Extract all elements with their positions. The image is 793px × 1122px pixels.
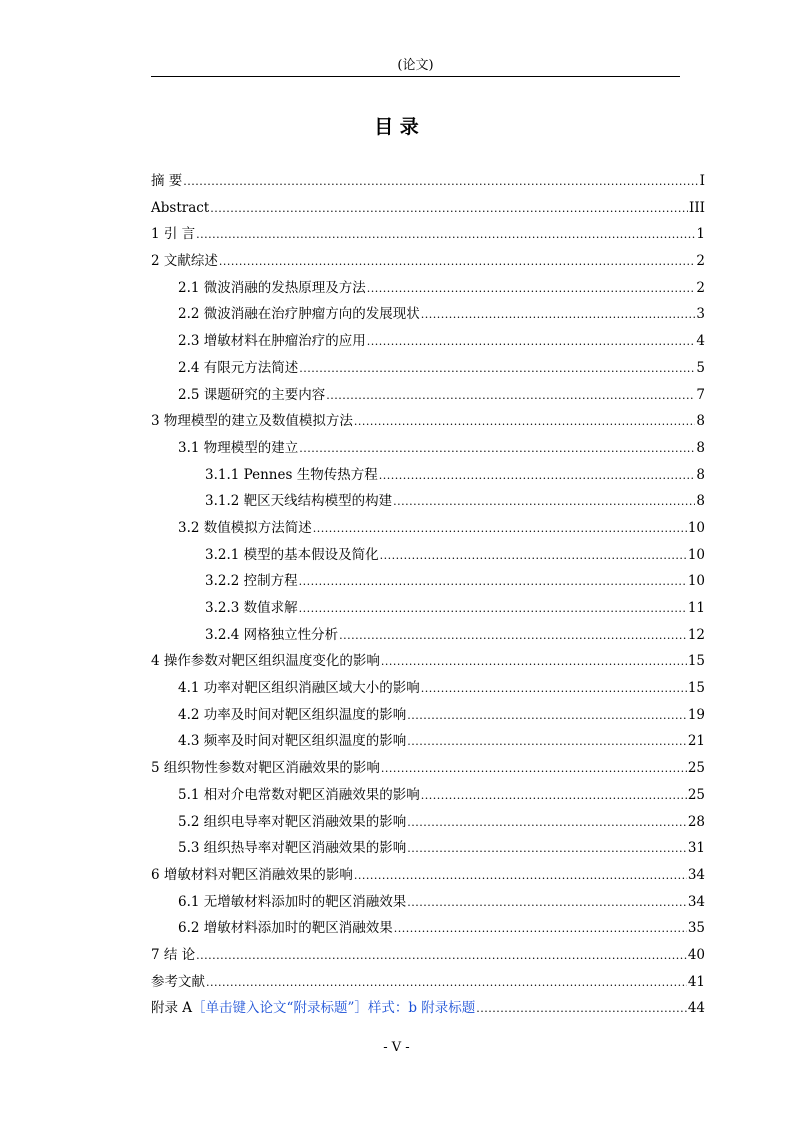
toc-leader-dots: [381, 648, 687, 675]
toc-entry-label: 7 结 论: [151, 946, 196, 963]
toc-entry[interactable]: [151, 168, 705, 195]
toc-entry-page: 2: [696, 279, 705, 296]
toc-entry-page: 34: [687, 893, 705, 910]
toc-entry-label: 6.1 无增敏材料添加时的靶区消融效果: [178, 893, 407, 910]
toc-entry-page: 10: [687, 573, 705, 590]
toc-entry[interactable]: [151, 702, 705, 729]
toc-entry[interactable]: [151, 195, 705, 222]
toc-leader-dots: [354, 408, 696, 435]
toc-entry-label: 3.2.1 模型的基本假设及简化: [205, 546, 379, 563]
toc-leader-dots: [339, 622, 687, 649]
toc-entry-page: 25: [687, 786, 705, 803]
toc-entry-label: 3.2.3 数值求解: [205, 600, 298, 616]
toc-entry-page: 8: [696, 466, 705, 483]
toc-entry[interactable]: [151, 488, 705, 515]
toc-entry-page: 4: [696, 333, 705, 350]
toc-entry-label: 4.3 频率及时间对靶区组织温度的影响: [178, 733, 407, 750]
toc-entry-label: Abstract: [151, 199, 210, 216]
toc-entry-page: 19: [687, 706, 705, 723]
toc-entry[interactable]: [151, 542, 705, 569]
toc-entry-page: 25: [687, 760, 705, 777]
toc-entry-label: 1 引 言: [151, 226, 196, 243]
toc-entry[interactable]: [151, 782, 705, 809]
appendix-title-field[interactable]: ［单击键入论文“附录标题”］样式：b 附录标题: [192, 1000, 476, 1017]
toc-leader-dots: [206, 969, 687, 996]
toc-entry-label: [151, 995, 475, 1021]
toc-entry-page: III: [689, 199, 705, 216]
toc-entry-page: 3: [696, 306, 705, 323]
toc-leader-dots: [196, 942, 687, 969]
toc-leader-dots: [407, 702, 687, 729]
toc-entry-label: 4.2 功率及时间对靶区组织温度的影响: [178, 706, 407, 723]
toc-entry-page: 12: [687, 626, 705, 643]
toc-entry-page: 15: [687, 680, 705, 697]
toc-leader-dots: [326, 382, 695, 409]
toc-leader-dots: [407, 728, 687, 755]
toc-entry[interactable]: [151, 248, 705, 275]
page-header: (论文): [397, 58, 434, 73]
toc-entry-label: 2.5 课题研究的主要内容: [178, 386, 326, 403]
toc-entry-label: 2.1 微波消融的发热原理及方法: [178, 279, 366, 296]
toc-entry-label: 3.2 数值模拟方法简述: [178, 519, 312, 536]
toc-entry[interactable]: [151, 942, 705, 969]
header-rule: [151, 76, 680, 77]
toc-leader-dots: [380, 542, 687, 569]
toc-entry[interactable]: [151, 221, 705, 248]
toc-entry-page: 8: [696, 439, 705, 456]
toc-entry[interactable]: [151, 648, 705, 675]
toc-entry-label: 5.2 组织电导率对靶区消融效果的影响: [178, 813, 407, 830]
toc-entry-label: 2.4 有限元方法简述: [178, 359, 299, 376]
toc-entry[interactable]: [151, 675, 705, 702]
toc-leader-dots: [421, 675, 687, 702]
toc-entry-label: 2 文献综述: [151, 253, 218, 270]
toc-entry-page: 34: [687, 866, 705, 883]
toc-entry-page: 11: [687, 600, 705, 616]
toc-entry-page: 44: [687, 1000, 705, 1017]
toc-entry-page: 21: [687, 733, 705, 750]
toc-leader-dots: [407, 835, 687, 862]
toc-entry-page: 41: [687, 973, 705, 990]
toc-entry-label: 3.2.2 控制方程: [205, 573, 298, 590]
toc-leader-dots: [183, 168, 698, 195]
toc-leader-dots: [299, 355, 695, 382]
toc-entry[interactable]: [151, 915, 705, 942]
table-of-contents: [151, 168, 705, 1022]
toc-entry[interactable]: [151, 835, 705, 862]
toc-entry-label: 6 增敏材料对靶区消融效果的影响: [151, 866, 353, 883]
toc-leader-dots: [210, 195, 688, 222]
toc-entry[interactable]: [151, 435, 705, 462]
toc-entry[interactable]: [151, 382, 705, 409]
toc-leader-dots: [379, 462, 696, 489]
toc-entry-label: 3.1.1 Pennes 生物传热方程: [205, 466, 378, 483]
toc-entry-page: 2: [696, 253, 705, 270]
toc-entry-appendix[interactable]: [151, 995, 705, 1022]
toc-entry-page: 10: [687, 519, 705, 536]
toc-entry[interactable]: [151, 595, 705, 622]
toc-leader-dots: [354, 862, 687, 889]
toc-leader-dots: [299, 435, 695, 462]
toc-entry[interactable]: [151, 328, 705, 355]
toc-entry-page: 5: [696, 359, 705, 376]
toc-entry-page: I: [699, 173, 705, 189]
toc-entry-label: 3.2.4 网格独立性分析: [205, 626, 339, 643]
toc-leader-dots: [421, 301, 696, 328]
toc-entry-page: 35: [687, 920, 705, 937]
toc-entry-label: 3.1.2 靶区天线结构模型的构建: [205, 493, 393, 510]
toc-leader-dots: [196, 221, 695, 248]
toc-entry-label: 2.3 增敏材料在肿瘤治疗的应用: [178, 333, 366, 350]
appendix-prefix: 附录 A: [151, 1000, 193, 1017]
toc-entry-page: 8: [696, 493, 705, 510]
toc-entry[interactable]: [151, 862, 705, 889]
toc-entry-label: 4 操作参数对靶区组织温度变化的影响: [151, 653, 380, 670]
toc-entry-page: 1: [696, 226, 705, 243]
toc-entry-page: 15: [687, 653, 705, 670]
toc-entry-page: 40: [687, 946, 705, 963]
toc-entry[interactable]: [151, 408, 705, 435]
toc-title: 目 录: [374, 116, 419, 138]
toc-entry[interactable]: [151, 622, 705, 649]
toc-entry-page: 31: [687, 840, 705, 857]
toc-leader-dots: [394, 915, 687, 942]
toc-entry-label: 5.3 组织热导率对靶区消融效果的影响: [178, 840, 407, 857]
toc-entry-label: 5.1 相对介电常数对靶区消融效果的影响: [178, 786, 420, 803]
toc-entry[interactable]: [151, 355, 705, 382]
toc-entry[interactable]: [151, 462, 705, 489]
toc-leader-dots: [313, 515, 687, 542]
toc-leader-dots: [476, 995, 687, 1022]
toc-entry-label: 6.2 增敏材料添加时的靶区消融效果: [178, 920, 393, 937]
toc-entry[interactable]: [151, 515, 705, 542]
toc-entry-label: 5 组织物性参数对靶区消融效果的影响: [151, 760, 380, 777]
toc-entry-label: 3 物理模型的建立及数值模拟方法: [151, 413, 353, 430]
toc-entry-page: 7: [696, 386, 705, 403]
toc-entry[interactable]: [151, 809, 705, 836]
toc-entry[interactable]: [151, 755, 705, 782]
toc-entry-label: 2.2 微波消融在治疗肿瘤方向的发展现状: [178, 306, 420, 323]
toc-entry-label: 参考文献: [151, 973, 205, 990]
toc-leader-dots: [299, 568, 687, 595]
page-footer-number: - V -: [383, 1040, 410, 1055]
toc-entry[interactable]: [151, 301, 705, 328]
toc-leader-dots: [367, 328, 696, 355]
toc-entry[interactable]: [151, 728, 705, 755]
toc-entry-label: 4.1 功率对靶区组织消融区域大小的影响: [178, 680, 420, 697]
toc-leader-dots: [407, 889, 687, 916]
toc-leader-dots: [219, 248, 696, 275]
toc-entry-label: 摘 要: [151, 173, 183, 189]
toc-entry-label: 3.1 物理模型的建立: [178, 439, 299, 456]
toc-entry[interactable]: [151, 969, 705, 996]
toc-leader-dots: [367, 275, 696, 302]
toc-entry-page: 10: [687, 546, 705, 563]
toc-entry[interactable]: [151, 275, 705, 302]
toc-entry[interactable]: [151, 568, 705, 595]
toc-leader-dots: [407, 809, 687, 836]
toc-entry[interactable]: [151, 889, 705, 916]
toc-leader-dots: [393, 488, 695, 515]
toc-leader-dots: [421, 782, 687, 809]
toc-leader-dots: [381, 755, 687, 782]
toc-entry-page: 8: [696, 413, 705, 430]
toc-entry-page: 28: [687, 813, 705, 830]
toc-leader-dots: [299, 595, 687, 622]
